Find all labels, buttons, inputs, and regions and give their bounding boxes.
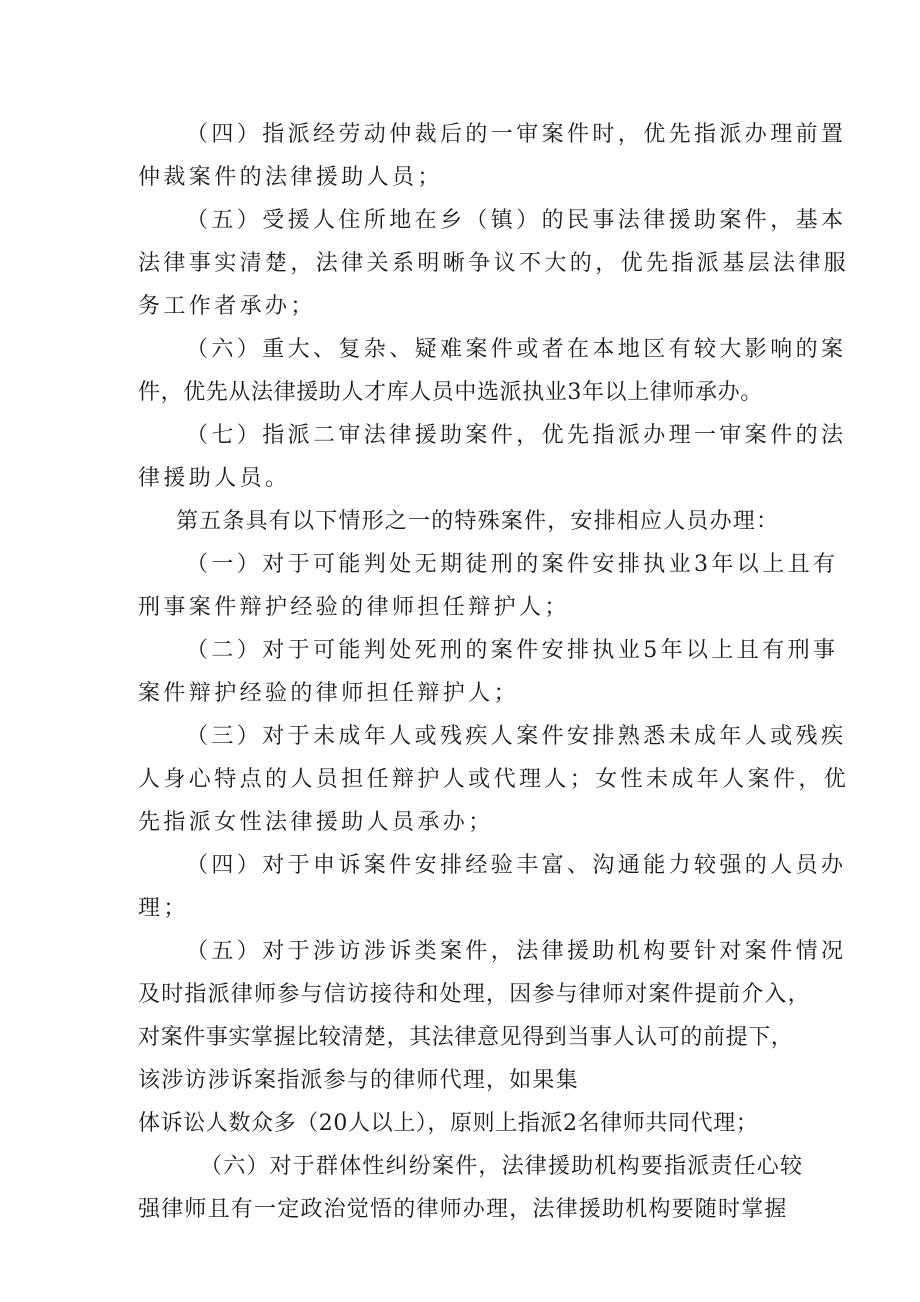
paragraph-line: （四）指派经劳动仲裁后的一审案件时，优先指派办理前置 xyxy=(186,122,847,147)
paragraph-line: 仲裁案件的法律援助人员； xyxy=(138,165,443,190)
paragraph-line: 法律事实清楚，法律关系明晰争议不大的，优先指派基层法律服 xyxy=(138,251,850,276)
paragraph-line: （二）对于可能判处死刑的案件安排执业5年以上且有刑事 xyxy=(186,638,839,663)
paragraph-line: 案件辩护经验的律师担任辩护人； xyxy=(138,681,520,706)
paragraph-line: （五）受援人住所地在乡（镇）的民事法律援助案件，基本 xyxy=(186,208,847,233)
paragraph-line: （六）对于群体性纠纷案件，法律援助机构要指派责任心较 xyxy=(200,1154,804,1179)
paragraph-line: 刑事案件辩护经验的律师担任辩护人； xyxy=(138,595,570,620)
paragraph-line: 体诉讼人数众多（20人以上），原则上指派2名律师共同代理； xyxy=(138,1111,759,1136)
paragraph-line: （三）对于未成年人或残疾人案件安排熟悉未成年人或残疾 xyxy=(186,724,847,749)
paragraph-line: 强律师且有一定政治觉悟的律师办理，法律援助机构要随时掌握 xyxy=(138,1197,788,1222)
paragraph-line: 该涉访涉诉案指派参与的律师代理，如果集 xyxy=(138,1068,579,1093)
paragraph-line: （七）指派二审法律援助案件，优先指派办理一审案件的法 xyxy=(186,423,847,448)
paragraph-line: （六）重大、复杂、疑难案件或者在本地区有较大影响的案 xyxy=(186,337,847,362)
paragraph-line: 先指派女性法律援助人员承办； xyxy=(138,810,494,835)
paragraph-line: 务工作者承办； xyxy=(138,294,316,319)
paragraph-line: （四）对于申诉案件安排经验丰富、沟通能力较强的人员办 xyxy=(186,853,847,878)
paragraph-line: 律援助人员。 xyxy=(138,466,291,491)
paragraph-line: 件，优先从法律援助人才库人员中选派执业3年以上律师承办。 xyxy=(138,380,763,405)
paragraph-line: 及时指派律师参与信访接待和处理，因参与律师对案件提前介入， xyxy=(138,982,811,1007)
paragraph-line: （五）对于涉访涉诉类案件，法律援助机构要针对案件情况 xyxy=(186,939,847,964)
paragraph-line: 理； xyxy=(138,896,189,921)
paragraph-line: （一）对于可能判处无期徒刑的案件安排执业3年以上且有 xyxy=(186,552,839,577)
section-heading: 第五条具有以下情形之一的特殊案件，安排相应人员办理： xyxy=(176,509,780,534)
paragraph-line: 对案件事实掌握比较清楚，其法律意见得到当事人认可的前提下， xyxy=(138,1025,794,1050)
paragraph-line: 人身心特点的人员担任辩护人或代理人；女性未成年人案件，优 xyxy=(138,767,850,792)
